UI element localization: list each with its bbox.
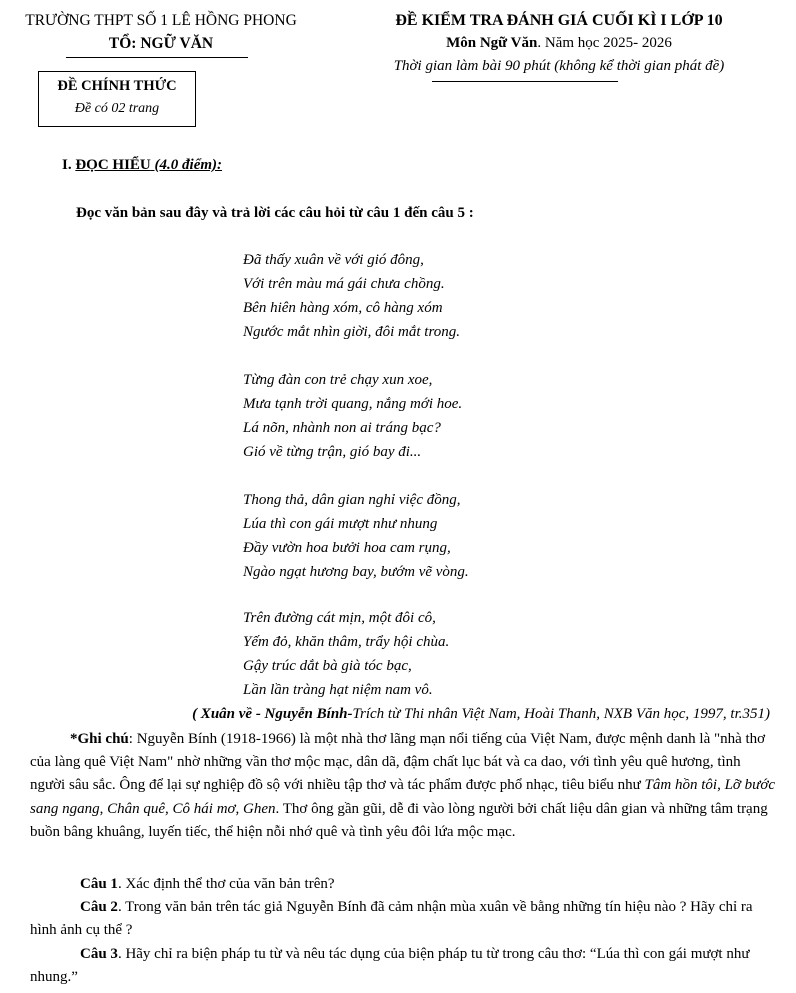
- poem-line: Gió về từng trận, gió bay đi...: [243, 444, 422, 460]
- question-2: [30, 896, 775, 942]
- section-title: ĐỌC HIỂU: [75, 157, 151, 173]
- poem-line: Đã thấy xuân về với gió đông,: [243, 252, 424, 268]
- department-underline: [66, 57, 248, 58]
- work-title: Cô hái mơ: [172, 800, 236, 817]
- question-text: . Hãy chỉ ra biện pháp tu từ và nêu tác dụng của biện pháp tu từ trong câu thơ: “Lúa thì con gái mượt như nhung.”: [30, 946, 750, 986]
- question-label: Câu 2: [80, 899, 118, 915]
- poem-source-title: ( Xuân về - Nguyễn Bính-: [192, 706, 353, 722]
- official-exam-title: ĐỀ CHÍNH THỨC: [57, 78, 177, 94]
- reading-instruction: Đọc văn bản sau đây và trả lời các câu hỏi từ câu 1 đến câu 5 :: [76, 205, 474, 221]
- department-name: TỔ: NGỮ VĂN: [108, 35, 214, 52]
- poem-line: Thong thả, dân gian nghỉ việc đồng,: [243, 492, 461, 508]
- poem-line: Ngước mắt nhìn giời, đôi mắt trong.: [243, 324, 460, 340]
- note-text: . Thơ ông gần gũi, dễ đi vào lòng người bởi chất liệu dân gian và những tâm trạng buồn bâng khuâng, luyến tiếc, thể hiện nỗi nhớ quê và tình yêu đôi lứa mộc mạc.: [30, 800, 768, 840]
- poem-line: Yếm đỏ, khăn thâm, trẩy hội chùa.: [243, 634, 450, 650]
- work-title: Tâm hồn tôi: [644, 777, 718, 794]
- official-exam-pages: Đề có 02 trang: [74, 101, 160, 116]
- exam-subject: [322, 35, 796, 52]
- author-note: *Ghi chú: Nguyễn Bính (1918-1966) là một nhà thơ lãng mạn nổi tiếng của Việt Nam, được mệnh danh là "nhà thơ của làng quê Việt Nam" nhờ những vần thơ mộc mạc, dân dã, đậm chất lục bát và ca dao, với tình yêu quê hương, tình người sâu sắc. Ông để lại sự nghiệp đồ sộ với nhiều tập thơ và tác phẩm được phổ nhạc, tiêu biểu như Tâm hồn tôi, Lỡ bước sang ngang, Chân quê, Cô hái mơ, Ghen. Thơ ông gần gũi, dễ đi vào lòng người bởi chất liệu dân gian và những tâm trạng buồn bâng khuâng, luyến tiếc, thể hiện nỗi nhớ quê và tình yêu đôi lứa mộc mạc.: [30, 731, 776, 840]
- subject-suffix: . Năm học 2025- 2026: [537, 35, 672, 51]
- question-label: Câu 1: [80, 876, 118, 892]
- work-title: Chân quê: [107, 800, 166, 817]
- poem-line: Lúa thì con gái mượt như nhung: [243, 516, 438, 532]
- question-label: Câu 3: [80, 946, 118, 962]
- poem-line: Bên hiên hàng xóm, cô hàng xóm: [243, 300, 443, 316]
- poem-line: Ngào ngạt hương bay, bướm vẽ vòng.: [243, 564, 469, 580]
- time-note-underline: [432, 81, 618, 82]
- poem-line: Mưa tạnh trời quang, nắng mới hoe.: [243, 396, 463, 412]
- exam-time-note: Thời gian làm bài 90 phút (không kể thời gian phát đề): [393, 58, 725, 74]
- poem-source-citation: Trích từ Thi nhân Việt Nam, Hoài Thanh, NXB Văn học, 1997, tr.351): [352, 706, 770, 722]
- poem-line: Với trên màu má gái chưa chồng.: [243, 276, 445, 292]
- poem-line: Lá nõn, nhành non ai tráng bạc?: [243, 420, 441, 436]
- poem-source: [192, 706, 770, 723]
- question-text: . Xác định thể thơ của văn bản trên?: [117, 876, 335, 892]
- section-number: I.: [62, 157, 76, 173]
- question-1: [30, 873, 775, 896]
- exam-title: ĐỀ KIỂM TRA ĐÁNH GIÁ CUỐI KÌ I LỚP 10: [395, 12, 723, 29]
- question-text: . Trong văn bản trên tác giả Nguyễn Bính đã cảm nhận mùa xuân về bằng những tín hiệu nào ? Hãy chỉ ra hình ảnh cụ thể ?: [30, 899, 753, 939]
- note-text: : Nguyễn Bính (1918-1966) là một nhà thơ lãng mạn nổi tiếng của Việt Nam, được mệnh danh là "nhà thơ của làng quê Việt Nam" nhờ những vần thơ mộc mạc, dân dã, đậm chất lục bát và ca dao, với tình yêu quê hương, tình người sâu sắc. Ông để lại sự nghiệp đồ sộ với nhiều tập thơ và tác phẩm được phổ nhạc, tiêu biểu như: [30, 731, 766, 794]
- poem-line: Từng đàn con trẻ chạy xun xoe,: [243, 372, 433, 388]
- section-heading: [62, 157, 222, 174]
- poem-line: Gậy trúc dắt bà già tóc bạc,: [243, 658, 412, 674]
- question-3: [30, 943, 775, 989]
- section-points: (4.0 điểm):: [150, 157, 223, 173]
- poem-line: Trên đường cát mịn, một đôi cô,: [243, 610, 436, 626]
- work-title: Ghen: [243, 800, 276, 817]
- poem-line: Lần lần tràng hạt niệm nam vô.: [243, 682, 433, 698]
- note-label: *Ghi chú: [70, 731, 129, 747]
- school-name: TRƯỜNG THPT SỐ 1 LÊ HỒNG PHONG: [25, 12, 297, 29]
- poem-line: Đầy vườn hoa bưởi hoa cam rụng,: [243, 540, 451, 556]
- work-title: Lỡ bước sang ngang: [30, 777, 776, 817]
- subject-prefix: Môn Ngữ Văn: [446, 35, 538, 51]
